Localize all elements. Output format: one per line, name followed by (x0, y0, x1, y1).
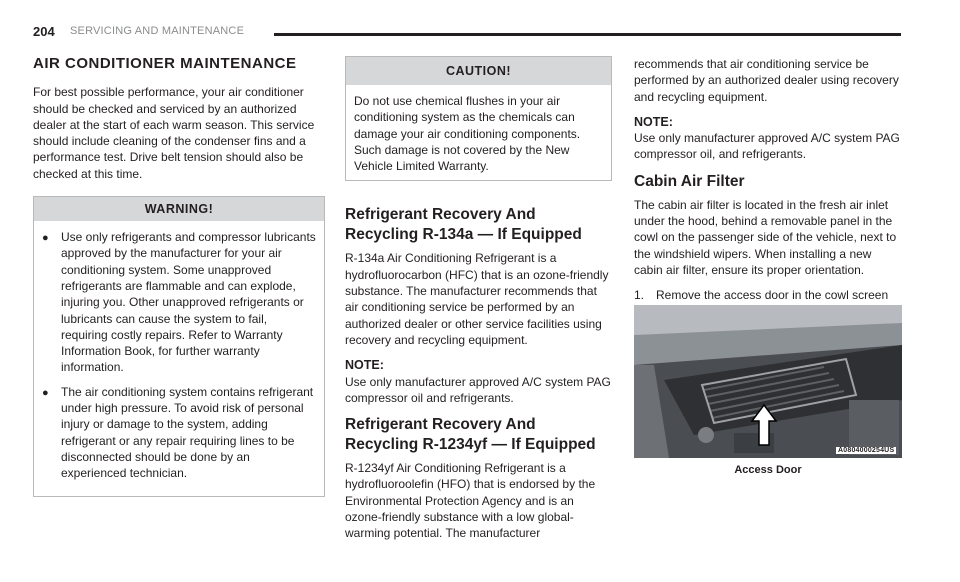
warning-bullet-text: Use only refrigerants and compressor lubricants approved by the manufacturer for your air conditioning system. Some unapproved refrigerants are flammable and can explode, injuring you. Other unapproved refrigerants or lubricants can cause the system to fail, requiring costly repairs. Refer to Warranty Information Book, for further warranty information. (61, 230, 316, 375)
warning-bullet (42, 229, 316, 376)
cabin-filter-heading: Cabin Air Filter (634, 172, 745, 190)
warning-bullet (42, 384, 316, 482)
warning-title: WARNING! (34, 197, 324, 221)
column-middle (345, 56, 612, 551)
caution-text: Do not use chemical flushes in your air conditioning system as the chemicals can damage your air conditioning components. Such damage is not covered by the New Vehicle Limited Warranty. (354, 94, 581, 174)
r1234yf-heading: Refrigerant Recovery And Recycling R-1234yf — If Equipped (345, 416, 596, 454)
r134a-paragraph: R-134a Air Conditioning Refrigerant is a hydrofluorocarbon (HFC) that is an ozone-friendly substance. The manufacturer recommends that air conditioning service be performed by an authorized dealer or other service facilities using recovery and recycling equipment. (345, 251, 609, 347)
column-left (33, 56, 325, 507)
bullet-icon: ● (42, 386, 49, 399)
running-section-title: SERVICING AND MAINTENANCE (70, 25, 245, 37)
note-label: NOTE: (634, 114, 673, 129)
warning-body (34, 221, 324, 495)
bullet-icon: ● (42, 232, 49, 245)
page-number: 204 (33, 24, 55, 39)
r1234yf-paragraph: R-1234yf Air Conditioning Refrigerant is a hydrofluoroolefin (HFO) that is endorsed by the Environmental Protection Agency and is an ozone-friendly substance with a low global-warming potential. The manufacturer (345, 461, 596, 541)
caution-body (346, 85, 611, 180)
note-label: NOTE: (345, 358, 384, 373)
access-door-photo (634, 305, 902, 458)
page-header (33, 24, 901, 44)
figure-caption: Access Door (734, 464, 802, 476)
figure-code: A0804000254US (838, 447, 895, 454)
step-number: 1. (634, 288, 645, 303)
engine-bay-illustration (634, 305, 902, 458)
continued-paragraph: recommends that air conditioning service be performed by an authorized dealer using recovery and recycling equipment. (634, 57, 899, 104)
r134a-heading: Refrigerant Recovery And Recycling R-134a — If Equipped (345, 206, 582, 244)
warning-bullet-text: The air conditioning system contains refrigerant under high pressure. To avoid risk of personal injury or damage to the system, adding refrigerant or any repair requiring lines to be disconnected should be done by an experienced technician. (61, 384, 314, 481)
intro-paragraph: For best possible performance, your air conditioner should be checked and serviced by an authorized dealer at the start of each warm season. This service should include cleaning of the condenser fins and a performance test. Drive belt tension should also be checked at this time. (33, 85, 315, 181)
warning-box (33, 196, 325, 496)
cabin-filter-paragraph: The cabin air filter is located in the fresh air inlet under the hood, behind a removable panel in the cowl on the passenger side of the vehicle, next to the windshield wipers. When installing a new cabin air filter, ensure its proper orientation. (634, 197, 897, 277)
section-title: AIR CONDITIONER MAINTENANCE (33, 55, 297, 72)
header-rule (274, 33, 901, 36)
column-right (634, 56, 902, 320)
caution-title: CAUTION! (346, 57, 611, 85)
note-text: Use only manufacturer approved A/C system PAG compressor oil, and refrigerants. (634, 131, 900, 162)
r134a-note: Use only manufacturer approved A/C system PAG compressor oil and refrigerants. (345, 374, 611, 405)
step-text: Remove the access door in the cowl screen (656, 288, 889, 303)
caution-box (345, 56, 612, 181)
